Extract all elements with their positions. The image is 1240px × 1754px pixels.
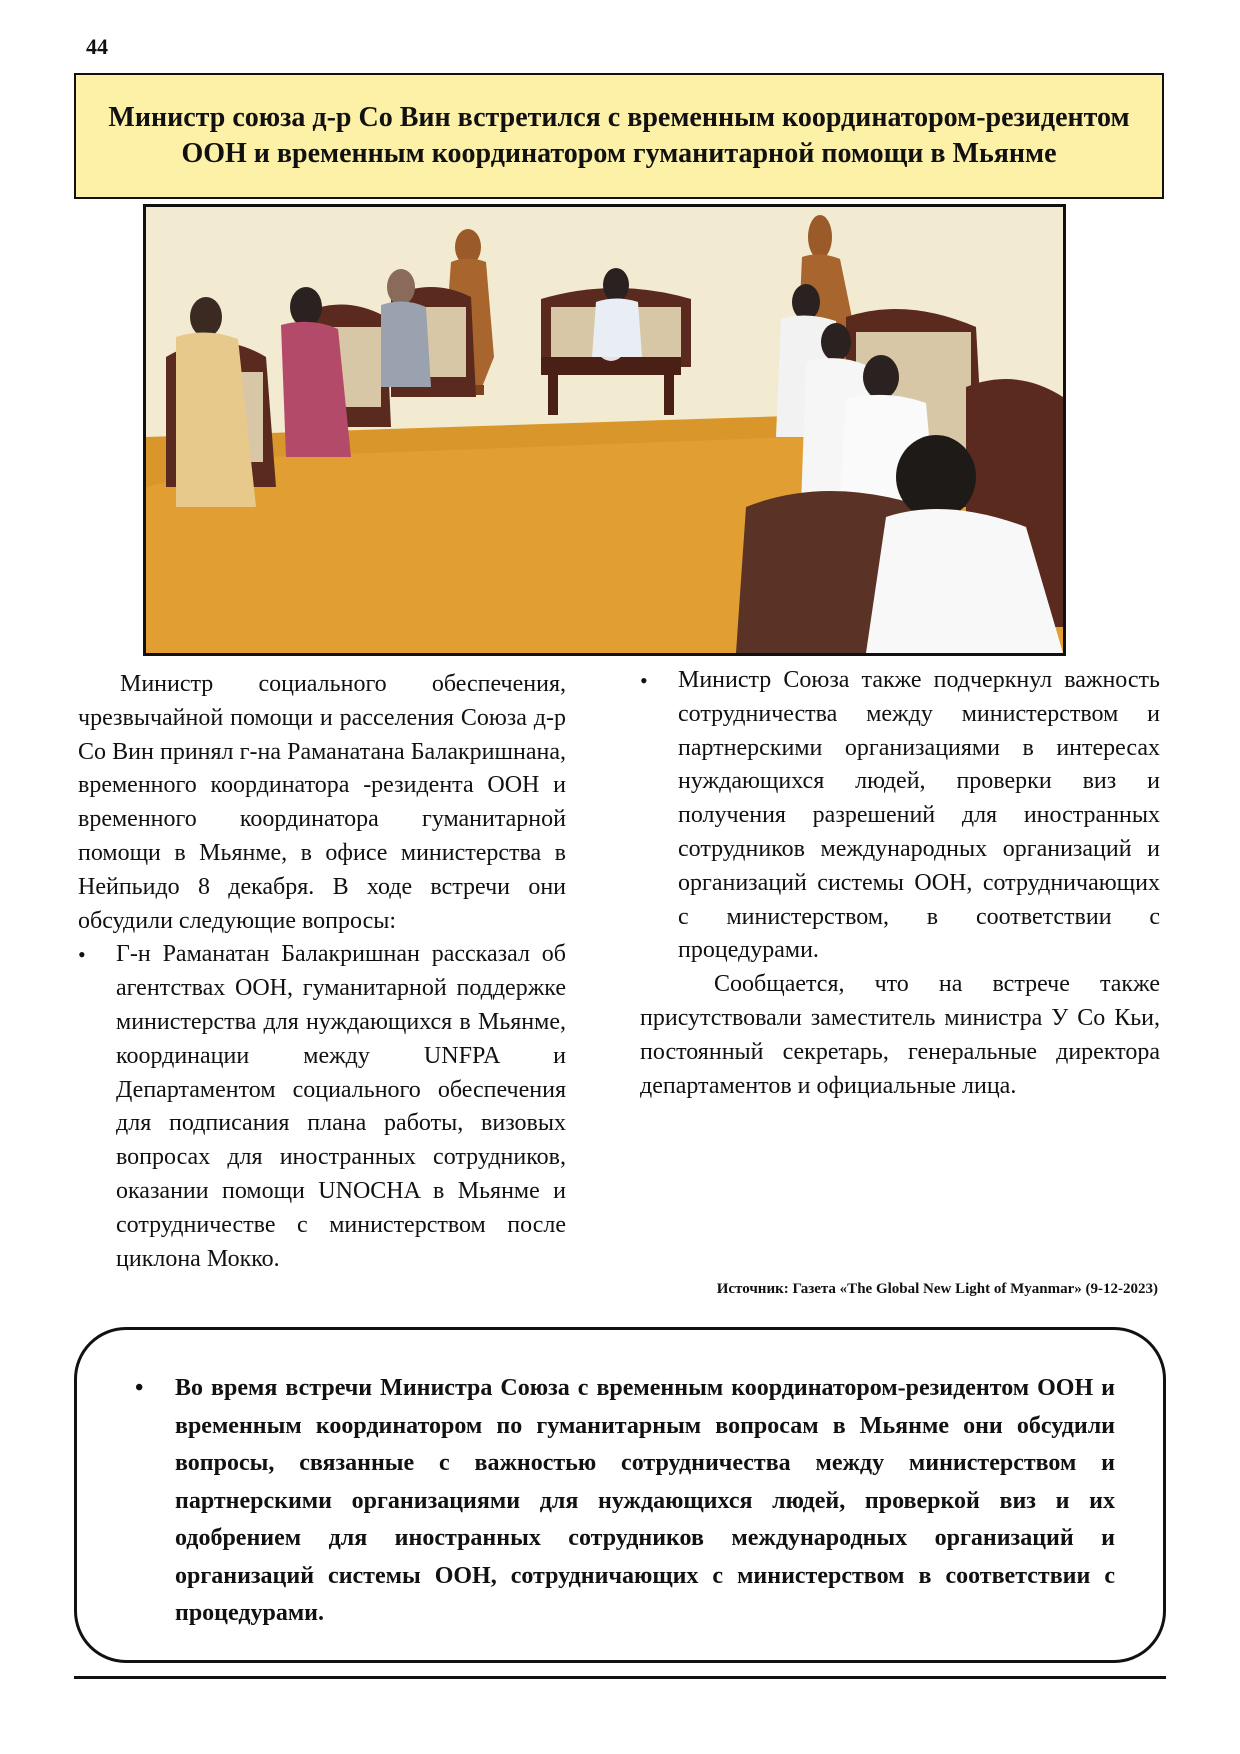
summary-box: [74, 1327, 1166, 1663]
summary-text: • Во время встречи Министра Союза с временным координатором-резидентом ООН и временным координатором по гуманитарным вопросам в Мьянме они обсудили вопросы, связанные с важностью сотрудничества между министерством и партнерскими организациями для нуждающихся людей, проверкой виз и их одобрением для иностранных сотрудников международных организаций и организаций системы ООН, сотрудничающих с министерством в соответствии с процедурами.: [135, 1370, 1115, 1633]
bullet-item: • Г-н Раманатан Балакришнан рассказал об агентствах ООН, гуманитарной поддержке министерства для нуждающихся в Мьянме, координации между UNFPA и Департаментом социального обеспечения для подписания плана работы, визовых вопросах для иностранных сотрудников, оказании помощи UNOCHA в Мьянме и сотрудничестве с министерством после циклона Мокко.: [78, 938, 566, 1276]
source-credit: Источник: Газета «The Global New Light of Myanmar» (9-12-2023): [716, 1281, 1158, 1297]
bullet-item: • Министр Союза также подчеркнул важность сотрудничества между министерством и партнерскими организациями в интересах нуждающихся людей, проверки виз и получения разрешений для иностранных сотрудников международных организаций и организаций системы ООН, сотрудничающих с министерством, в соответствии с процедурами.: [640, 664, 1160, 968]
title-box: [74, 73, 1164, 199]
page-title: Министр союза д-р Со Вин встретился с временным координатором-резидентом ООН и временным координатором гуманитарной помощи в Мьянме: [108, 102, 1130, 169]
left-column: [78, 668, 566, 1276]
closing-paragraph: Сообщается, что на встрече также присутствовали заместитель министра У Со Кьи, постоянный секретарь, генеральные директора департаментов и официальные лица.: [640, 971, 1160, 1099]
intro-paragraph: Министр социального обеспечения, чрезвычайной помощи и расселения Союза д-р Со Вин принял г-на Раманатана Балакришнана, временного координатора -резидента ООН и временного координатора гуманитарной помощи в Мьянме, в офисе министерства в Нейпьидо 8 декабря. В ходе встречи они обсудили следующие вопросы:: [78, 671, 566, 934]
right-bullets: [640, 664, 1160, 968]
page-number: 44: [86, 34, 108, 59]
bottom-rule: [74, 1676, 1166, 1679]
left-bullets: [78, 938, 566, 1276]
right-column: [640, 664, 1160, 1103]
meeting-photo: [143, 204, 1066, 656]
meeting-photo-icon: [146, 207, 1063, 653]
